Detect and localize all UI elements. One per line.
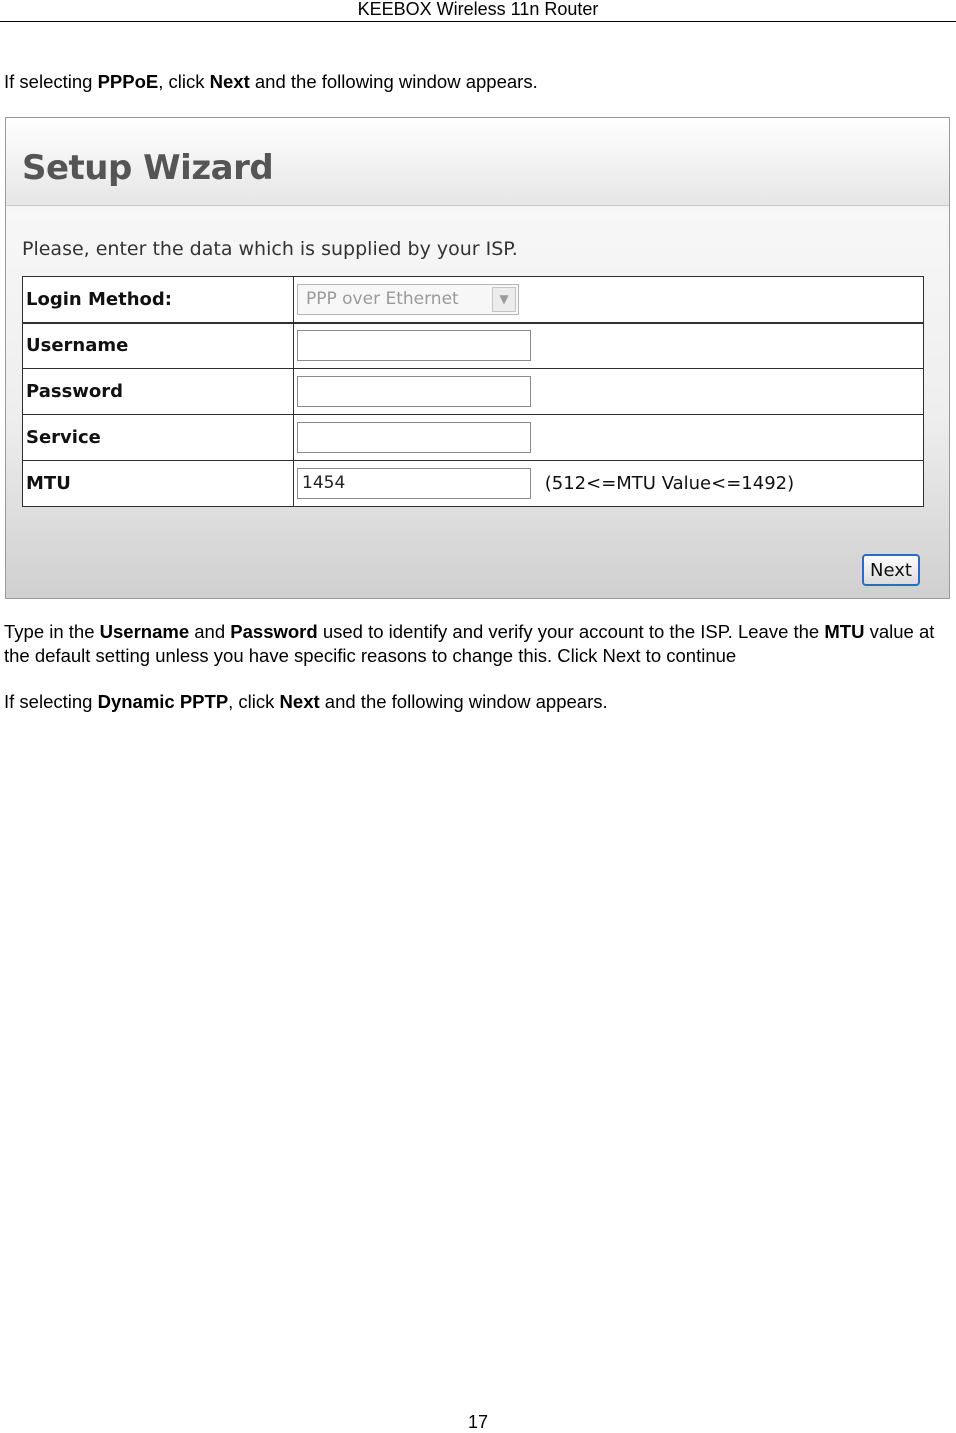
login-method-cell bbox=[294, 277, 924, 323]
bold-text: Next bbox=[209, 71, 250, 92]
mtu-input[interactable]: 1454 bbox=[297, 468, 531, 499]
bold-text: Username bbox=[99, 621, 190, 642]
bold-text: Next bbox=[279, 691, 320, 712]
pppoe-form-table bbox=[22, 276, 924, 507]
password-input[interactable] bbox=[297, 376, 531, 407]
password-cell bbox=[294, 369, 924, 415]
username-cell bbox=[294, 323, 924, 369]
text: , click bbox=[228, 691, 280, 712]
wizard-title-bar bbox=[6, 118, 949, 206]
page-number: 17 bbox=[467, 1412, 489, 1432]
password-label: Password bbox=[23, 369, 294, 415]
next-button[interactable]: Next bbox=[862, 554, 920, 586]
service-cell bbox=[294, 415, 924, 461]
text: If selecting bbox=[4, 691, 98, 712]
pptp-paragraph bbox=[4, 690, 954, 714]
text: If selecting bbox=[4, 71, 98, 92]
instructions-paragraph bbox=[4, 620, 954, 668]
login-method-value: PPP over Ethernet bbox=[306, 289, 459, 310]
form-row-mtu bbox=[23, 461, 924, 507]
service-input[interactable] bbox=[297, 422, 531, 453]
service-label: Service bbox=[23, 415, 294, 461]
bold-text: MTU bbox=[824, 621, 865, 642]
form-row-password bbox=[23, 369, 924, 415]
form-row-login-method bbox=[23, 277, 924, 323]
mtu-hint: (512<=MTU Value<=1492) bbox=[544, 473, 795, 494]
text: value at the default setting unless you have specific reasons to change this. Click Next to continue bbox=[4, 621, 935, 666]
page-header bbox=[0, 0, 956, 22]
wizard-title: Setup Wizard bbox=[22, 148, 274, 188]
text: and the following window appears. bbox=[249, 71, 538, 92]
setup-wizard-screenshot bbox=[5, 117, 950, 599]
form-row-service bbox=[23, 415, 924, 461]
mtu-cell bbox=[294, 461, 924, 507]
username-input[interactable] bbox=[297, 330, 531, 361]
bold-text: Dynamic PPTP bbox=[97, 691, 229, 712]
text: used to identify and verify your account to the ISP. Leave the bbox=[317, 621, 825, 642]
wizard-instruction: Please, enter the data which is supplied by your ISP. bbox=[22, 238, 518, 260]
login-method-label: Login Method: bbox=[23, 277, 294, 323]
text: , click bbox=[158, 71, 210, 92]
intro-paragraph bbox=[4, 70, 954, 94]
login-method-select[interactable] bbox=[297, 284, 519, 315]
mtu-label: MTU bbox=[23, 461, 294, 507]
text: and bbox=[189, 621, 231, 642]
text: Type in the bbox=[4, 621, 100, 642]
text: and the following window appears. bbox=[319, 691, 608, 712]
bold-text: PPPoE bbox=[97, 71, 159, 92]
form-row-username bbox=[23, 323, 924, 369]
username-label: Username bbox=[23, 323, 294, 369]
chevron-down-icon[interactable]: ▼ bbox=[492, 287, 516, 312]
header-title: KEEBOX Wireless 11n Router bbox=[357, 0, 599, 19]
bold-text: Password bbox=[230, 621, 318, 642]
